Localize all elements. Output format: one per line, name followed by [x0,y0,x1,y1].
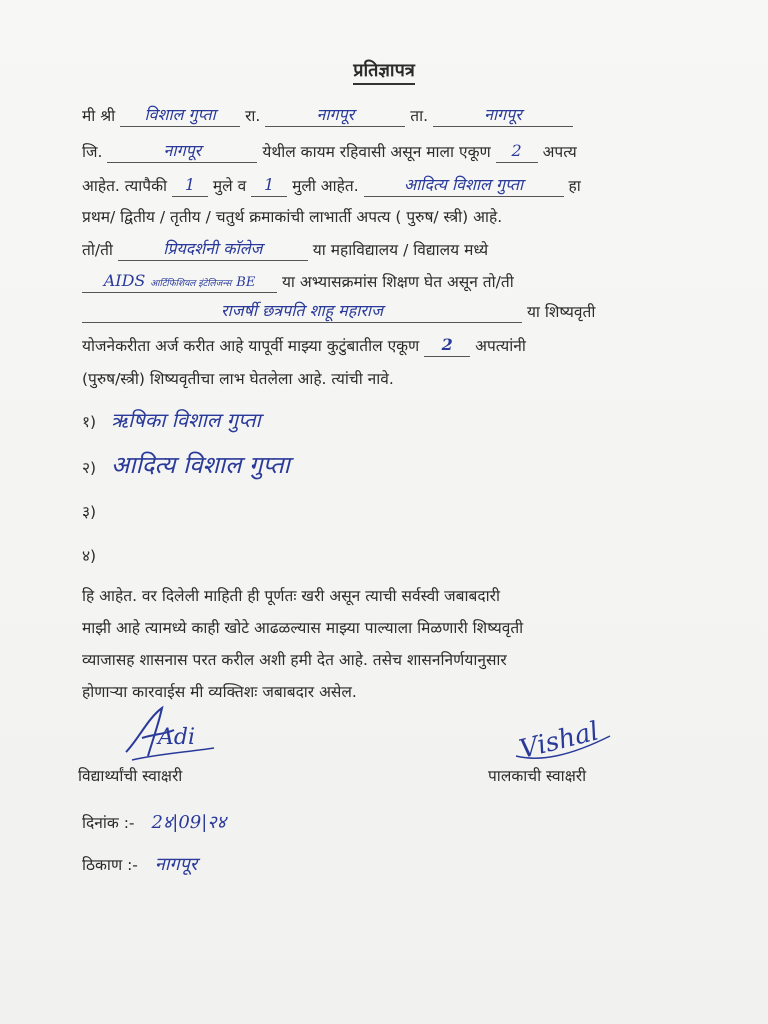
list-item: ४) [82,547,97,565]
family-count-field: 2 [424,334,470,357]
line-course: AIDS आर्टिफिशियल इंटेलिजन्स BE या अभ्यासक्रमांस शिक्षण घेत असून तो/ती [82,270,682,293]
city-field: नागपूर [265,104,405,127]
list-item: ३) [82,503,97,521]
taluka-field: नागपूर [433,104,573,127]
student-signature-label: विद्यार्थ्यांची स्वाक्षरी [78,767,183,785]
list-item: १) ऋषिका विशाल गुप्ता [82,408,261,432]
sons-field: 1 [172,174,208,197]
college-field: प्रियदर्शनी कॉलेज [118,238,308,261]
parent-signature [510,706,640,766]
line-names-heading: (पुरुष/स्त्री) शिष्यवृतीचा लाभ घेतलेला आहे. त्यांची नावे. [82,370,394,388]
date-row: दिनांक :- 2४|09|२४ [82,812,227,833]
parent-signature-text: Vishal [516,716,602,766]
place-row: ठिकाण :- नागपूर [82,854,198,875]
line-name: मी श्री विशाल गुप्ता रा. नागपूर ता. नागपूर [82,104,682,127]
line-order: प्रथम/ द्वितीय / तृतीय / चतुर्थ क्रमाकांची लाभार्ती अपत्य ( पुरुष/ स्त्री) आहे. [82,208,503,226]
line-scheme: राजर्षी छत्रपति शाहू महाराज या शिष्यवृती [82,300,682,323]
daughters-field: 1 [251,174,287,197]
scheme-field: राजर्षी छत्रपति शाहू महाराज [82,300,522,323]
course-field: AIDS आर्टिफिशियल इंटेलिजन्स BE [82,270,277,293]
line-district: जि. नागपूर येथील कायम रहिवासी असून माला एकूण 2 अपत्य [82,141,577,161]
line-family: योजनेकरीता अर्ज करीत आहे यापूर्वी माझ्या कुटुंबातील एकूण 2 अपत्यांनी [82,335,526,355]
declaration-paragraph: हि आहेत. वर दिलेली माहिती ही पूर्णतः खरी असून त्याची सर्वस्वी जबाबदारी माझी आहे त्यामध्ये काही खोटे आढळल्यास माझ्या पाल्याला मिळणारी शिष्यवृती व्याजासह शासनास परत करील अशी हमी देत आहे. तसेच शासननिर्णयानुसार होणाऱ्या कारवाईस मी व्यक्तिशः जबाबदार असेल. [82,587,524,701]
student-signature [118,700,228,764]
line-college: तो/ती प्रियदर्शनी कॉलेज या महाविद्यालय / विद्यालय मध्ये [82,239,489,259]
list-item: २) आदित्य विशाल गुप्ता [82,451,290,479]
student-signature-text: Adi [158,725,196,750]
document-title: प्रतिज्ञापत्र [0,58,768,82]
place-value: नागपूर [154,854,198,875]
date-value: 2४|09|२४ [151,812,227,833]
name-field: विशाल गुप्ता [120,104,240,127]
children-count-field: 2 [496,140,538,163]
parent-signature-label: पालकाची स्वाक्षरी [488,767,587,785]
district-field: नागपूर [107,140,257,163]
line-children: आहेत. त्यापैकी 1 मुले व 1 मुली आहेत. आदित्य विशाल गुप्ता हा [82,175,581,195]
beneficiary-field: आदित्य विशाल गुप्ता [364,174,564,197]
